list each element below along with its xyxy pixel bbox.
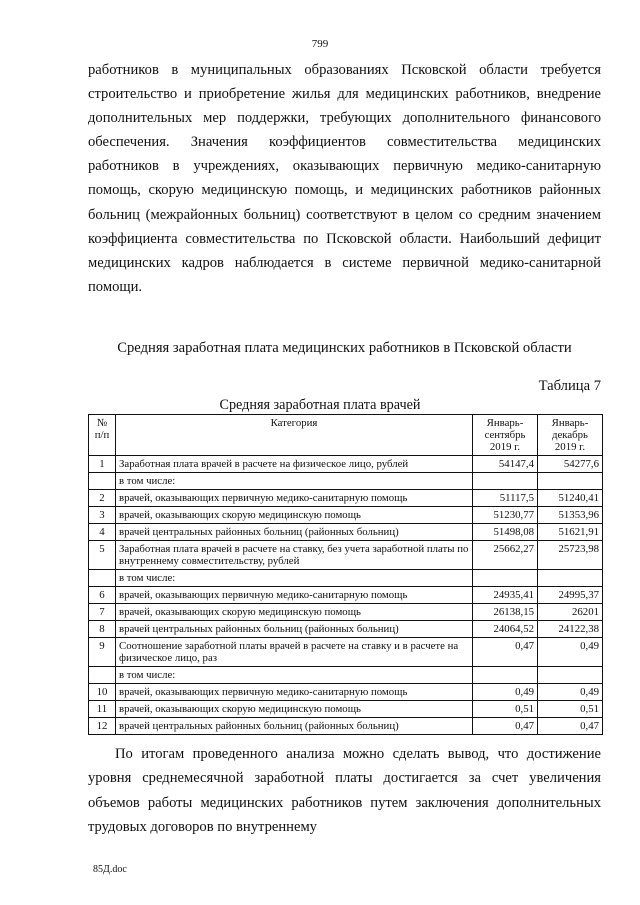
row-category: врачей центральных районных больниц (районных больниц): [116, 621, 473, 638]
table-header-row: [89, 415, 603, 456]
row-value-jan-sep: 0,49: [473, 684, 538, 701]
footer-filename: 85Д.doc: [93, 864, 127, 875]
header-no: № п/п: [89, 415, 116, 456]
table-row: [89, 638, 603, 667]
row-category: Заработная плата врачей в расчете на ставку, без учета заработной платы по внутреннему совместительству, рублей: [116, 541, 473, 570]
row-category: Заработная плата врачей в расчете на физическое лицо, рублей: [116, 456, 473, 473]
row-value-jan-sep: 0,47: [473, 638, 538, 667]
table-row: [89, 490, 603, 507]
row-value-jan-sep: 0,47: [473, 718, 538, 735]
table-row: [89, 621, 603, 638]
table-row: [89, 456, 603, 473]
row-value-jan-dec: 24995,37: [538, 587, 603, 604]
row-value-jan-dec: 51353,96: [538, 507, 603, 524]
row-value-jan-dec: 0,49: [538, 684, 603, 701]
table-body: [89, 456, 603, 735]
page-number: 799: [311, 38, 329, 50]
table-row: [89, 507, 603, 524]
row-value-jan-dec: [538, 473, 603, 490]
row-value-jan-dec: 25723,98: [538, 541, 603, 570]
header-jan-sep: Январь-сентябрь 2019 г.: [473, 415, 538, 456]
row-value-jan-dec: [538, 570, 603, 587]
row-category: врачей, оказывающих скорую медицинскую помощь: [116, 507, 473, 524]
table-row: [89, 701, 603, 718]
row-category: врачей, оказывающих скорую медицинскую помощь: [116, 701, 473, 718]
row-value-jan-sep: 24935,41: [473, 587, 538, 604]
row-category: врачей, оказывающих первичную медико-санитарную помощь: [116, 490, 473, 507]
row-number: 1: [89, 456, 116, 473]
row-value-jan-dec: 51621,91: [538, 524, 603, 541]
row-number: [89, 667, 116, 684]
table-title: Средняя заработная плата врачей: [219, 397, 421, 413]
row-value-jan-sep: 51230,77: [473, 507, 538, 524]
row-category: врачей, оказывающих скорую медицинскую помощь: [116, 604, 473, 621]
header-jan-dec: Январь-декабрь 2019 г.: [538, 415, 603, 456]
table-row: [89, 541, 603, 570]
conclusion-paragraph: По итогам проведенного анализа можно сделать вывод, что достижение уровня среднемесячной заработной платы достигается за счет увеличения объемов работы медицинских работников путем заключения дополнительных трудовых договоров по внутреннему: [88, 746, 601, 836]
row-value-jan-dec: 0,49: [538, 638, 603, 667]
table-row: [89, 587, 603, 604]
row-value-jan-sep: [473, 570, 538, 587]
row-number: 2: [89, 490, 116, 507]
intro-paragraph: работников в муниципальных образованиях Псковской области требуется строительство и приобретение жилья для медицинских работников, внедрение дополнительных мер поддержки, требующих дополнительного финансового обеспечения. Значения коэффициентов совместительства медицинских работников в учреждениях, оказывающих первичную медико-санитарную помощь, скорую медицинскую помощь, и медицинских работников районных больниц (межрайонных больниц) соответствуют в целом со средним значением коэффициента совместительства по Псковской области. Наибольший дефицит медицинских кадров наблюдается в системе первичной медико-санитарной помощи.: [88, 62, 601, 295]
row-number: [89, 473, 116, 490]
table-row: [89, 604, 603, 621]
table-row: [89, 570, 603, 587]
row-value-jan-dec: 26201: [538, 604, 603, 621]
row-number: 4: [89, 524, 116, 541]
table-row: [89, 667, 603, 684]
row-category: врачей центральных районных больниц (районных больниц): [116, 718, 473, 735]
row-value-jan-dec: 24122,38: [538, 621, 603, 638]
row-number: 10: [89, 684, 116, 701]
row-category: в том числе:: [116, 473, 473, 490]
row-number: 6: [89, 587, 116, 604]
table-row: [89, 473, 603, 490]
row-number: [89, 570, 116, 587]
row-value-jan-dec: 54277,6: [538, 456, 603, 473]
row-category: Соотношение заработной платы врачей в расчете на ставку и в расчете на физическое лицо, раз: [116, 638, 473, 667]
table-row: [89, 684, 603, 701]
row-number: 12: [89, 718, 116, 735]
row-value-jan-dec: 0,51: [538, 701, 603, 718]
row-category: врачей, оказывающих первичную медико-санитарную помощь: [116, 684, 473, 701]
table-row: [89, 524, 603, 541]
row-value-jan-dec: 0,47: [538, 718, 603, 735]
row-number: 8: [89, 621, 116, 638]
row-category: в том числе:: [116, 570, 473, 587]
row-value-jan-sep: 24064,52: [473, 621, 538, 638]
row-number: 3: [89, 507, 116, 524]
row-value-jan-sep: 51117,5: [473, 490, 538, 507]
header-category: Категория: [116, 415, 473, 456]
section-heading: Средняя заработная плата медицинских работников в Псковской области: [117, 340, 572, 356]
row-number: 5: [89, 541, 116, 570]
row-value-jan-sep: 26138,15: [473, 604, 538, 621]
row-number: 9: [89, 638, 116, 667]
row-number: 11: [89, 701, 116, 718]
row-number: 7: [89, 604, 116, 621]
table-number: Таблица 7: [538, 378, 601, 394]
row-category: врачей, оказывающих первичную медико-санитарную помощь: [116, 587, 473, 604]
salary-table: [88, 414, 603, 735]
row-category: врачей центральных районных больниц (районных больниц): [116, 524, 473, 541]
row-category: в том числе:: [116, 667, 473, 684]
row-value-jan-sep: 0,51: [473, 701, 538, 718]
row-value-jan-sep: 51498,08: [473, 524, 538, 541]
row-value-jan-dec: [538, 667, 603, 684]
table-row: [89, 718, 603, 735]
row-value-jan-dec: 51240,41: [538, 490, 603, 507]
row-value-jan-sep: 54147,4: [473, 456, 538, 473]
row-value-jan-sep: [473, 473, 538, 490]
row-value-jan-sep: [473, 667, 538, 684]
row-value-jan-sep: 25662,27: [473, 541, 538, 570]
